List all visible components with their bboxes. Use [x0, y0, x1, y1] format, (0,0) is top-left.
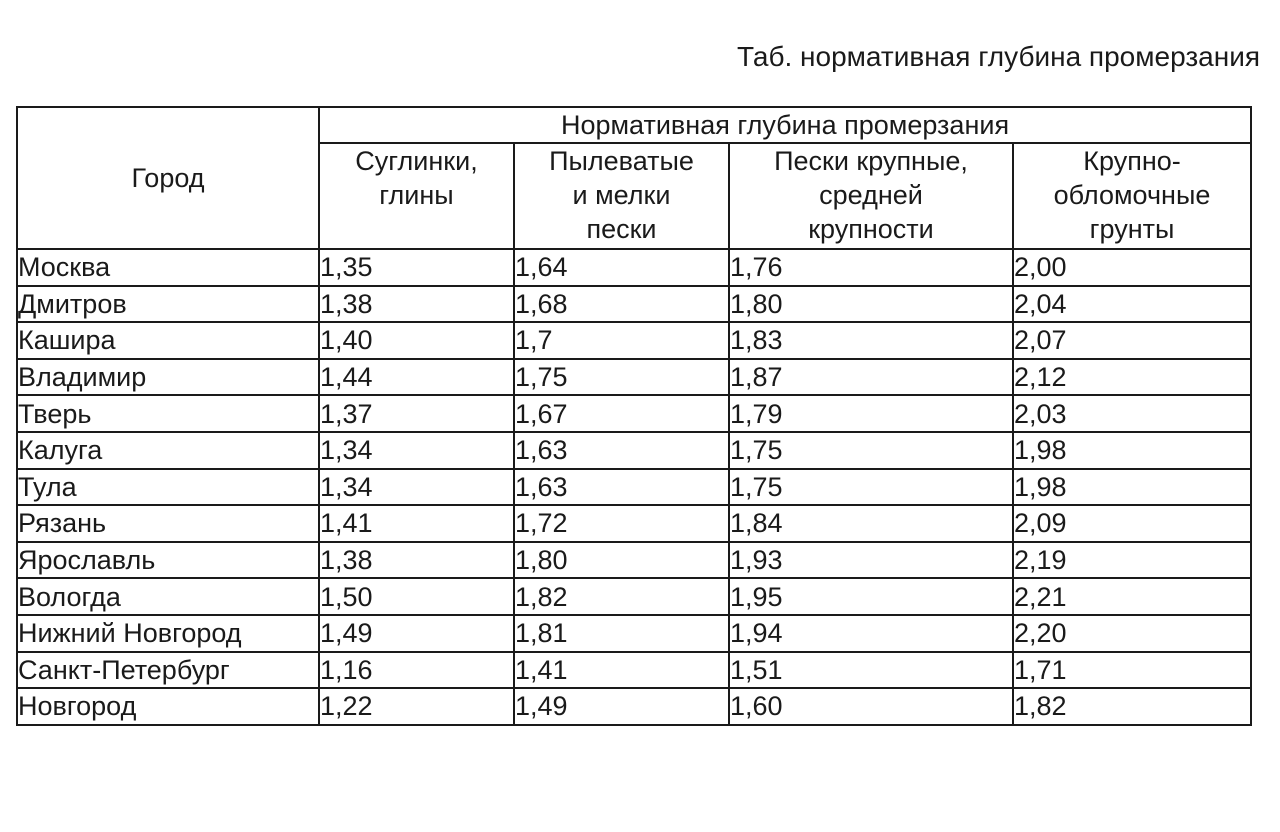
- depth-value-cell: 1,35: [319, 249, 514, 286]
- depth-value-cell: 1,75: [729, 469, 1013, 506]
- soil-header-line: средней: [819, 180, 923, 210]
- depth-value-cell: 1,50: [319, 578, 514, 615]
- table-row: [17, 286, 1251, 323]
- depth-value-cell: 1,79: [729, 395, 1013, 432]
- city-cell: Санкт-Петербург: [17, 652, 319, 689]
- header-row-group: [17, 107, 1251, 143]
- depth-value-cell: 1,16: [319, 652, 514, 689]
- depth-value-cell: 1,38: [319, 286, 514, 323]
- depth-value-cell: 1,63: [514, 432, 729, 469]
- depth-value-cell: 1,34: [319, 469, 514, 506]
- soil-header-line: Крупно-: [1083, 146, 1181, 176]
- soil-header-line: пески: [586, 214, 657, 244]
- soil-header-line: Пески крупные,: [774, 146, 968, 176]
- table-row: [17, 578, 1251, 615]
- soil-header-line: Суглинки,: [355, 146, 478, 176]
- depth-value-cell: 1,82: [514, 578, 729, 615]
- depth-value-cell: 1,80: [729, 286, 1013, 323]
- depth-value-cell: 1,71: [1013, 652, 1251, 689]
- depth-value-cell: 1,41: [319, 505, 514, 542]
- depth-value-cell: 1,76: [729, 249, 1013, 286]
- depth-value-cell: 1,63: [514, 469, 729, 506]
- group-column-header: Нормативная глубина промерзания: [319, 107, 1251, 143]
- depth-value-cell: 1,75: [729, 432, 1013, 469]
- depth-value-cell: 2,00: [1013, 249, 1251, 286]
- soil-header-line: грунты: [1089, 214, 1175, 244]
- depth-value-cell: 1,82: [1013, 688, 1251, 725]
- soil-header-line: Пылеватые: [549, 146, 694, 176]
- soil-column-header: [729, 143, 1013, 249]
- depth-value-cell: 2,12: [1013, 359, 1251, 396]
- depth-value-cell: 2,21: [1013, 578, 1251, 615]
- table-row: [17, 249, 1251, 286]
- city-cell: Нижний Новгород: [17, 615, 319, 652]
- city-column-header: Город: [17, 107, 319, 249]
- depth-value-cell: 1,22: [319, 688, 514, 725]
- city-cell: Новгород: [17, 688, 319, 725]
- table-row: [17, 322, 1251, 359]
- city-cell: Калуга: [17, 432, 319, 469]
- soil-header-line: и мелки: [572, 180, 671, 210]
- depth-value-cell: 1,95: [729, 578, 1013, 615]
- table-body: [17, 249, 1251, 725]
- soil-column-header: [1013, 143, 1251, 249]
- city-cell: Кашира: [17, 322, 319, 359]
- depth-value-cell: 1,80: [514, 542, 729, 579]
- soil-column-header: [514, 143, 729, 249]
- city-cell: Вологда: [17, 578, 319, 615]
- depth-value-cell: 1,60: [729, 688, 1013, 725]
- city-cell: Владимир: [17, 359, 319, 396]
- table-row: [17, 359, 1251, 396]
- table-row: [17, 469, 1251, 506]
- depth-value-cell: 1,84: [729, 505, 1013, 542]
- table-row: [17, 395, 1251, 432]
- depth-value-cell: 2,04: [1013, 286, 1251, 323]
- depth-value-cell: 1,81: [514, 615, 729, 652]
- depth-value-cell: 2,09: [1013, 505, 1251, 542]
- table-row: [17, 652, 1251, 689]
- depth-value-cell: 1,67: [514, 395, 729, 432]
- depth-value-cell: 1,44: [319, 359, 514, 396]
- depth-value-cell: 1,68: [514, 286, 729, 323]
- depth-value-cell: 1,34: [319, 432, 514, 469]
- city-cell: Тверь: [17, 395, 319, 432]
- table-caption: Таб. нормативная глубина промерзания: [737, 41, 1260, 72]
- depth-value-cell: 1,98: [1013, 432, 1251, 469]
- depth-value-cell: 2,19: [1013, 542, 1251, 579]
- depth-value-cell: 2,20: [1013, 615, 1251, 652]
- depth-value-cell: 1,87: [729, 359, 1013, 396]
- depth-value-cell: 1,41: [514, 652, 729, 689]
- soil-header-line: глины: [379, 180, 454, 210]
- depth-value-cell: 1,72: [514, 505, 729, 542]
- table-row: [17, 505, 1251, 542]
- city-cell: Дмитров: [17, 286, 319, 323]
- depth-value-cell: 2,03: [1013, 395, 1251, 432]
- depth-value-cell: 1,40: [319, 322, 514, 359]
- depth-value-cell: 1,51: [729, 652, 1013, 689]
- table-row: [17, 688, 1251, 725]
- city-cell: Москва: [17, 249, 319, 286]
- depth-value-cell: 1,64: [514, 249, 729, 286]
- table-row: [17, 615, 1251, 652]
- depth-value-cell: 1,49: [514, 688, 729, 725]
- city-cell: Тула: [17, 469, 319, 506]
- city-cell: Ярославль: [17, 542, 319, 579]
- depth-value-cell: 1,7: [514, 322, 729, 359]
- table-row: [17, 542, 1251, 579]
- depth-value-cell: 1,49: [319, 615, 514, 652]
- soil-header-line: обломочные: [1053, 180, 1211, 210]
- depth-value-cell: 1,37: [319, 395, 514, 432]
- frost-depth-table: [16, 106, 1252, 726]
- depth-value-cell: 1,75: [514, 359, 729, 396]
- soil-header-line: крупности: [808, 214, 934, 244]
- depth-value-cell: 1,98: [1013, 469, 1251, 506]
- table-row: [17, 432, 1251, 469]
- depth-value-cell: 2,07: [1013, 322, 1251, 359]
- city-cell: Рязань: [17, 505, 319, 542]
- depth-value-cell: 1,38: [319, 542, 514, 579]
- soil-column-header: [319, 143, 514, 249]
- depth-value-cell: 1,83: [729, 322, 1013, 359]
- depth-value-cell: 1,93: [729, 542, 1013, 579]
- depth-value-cell: 1,94: [729, 615, 1013, 652]
